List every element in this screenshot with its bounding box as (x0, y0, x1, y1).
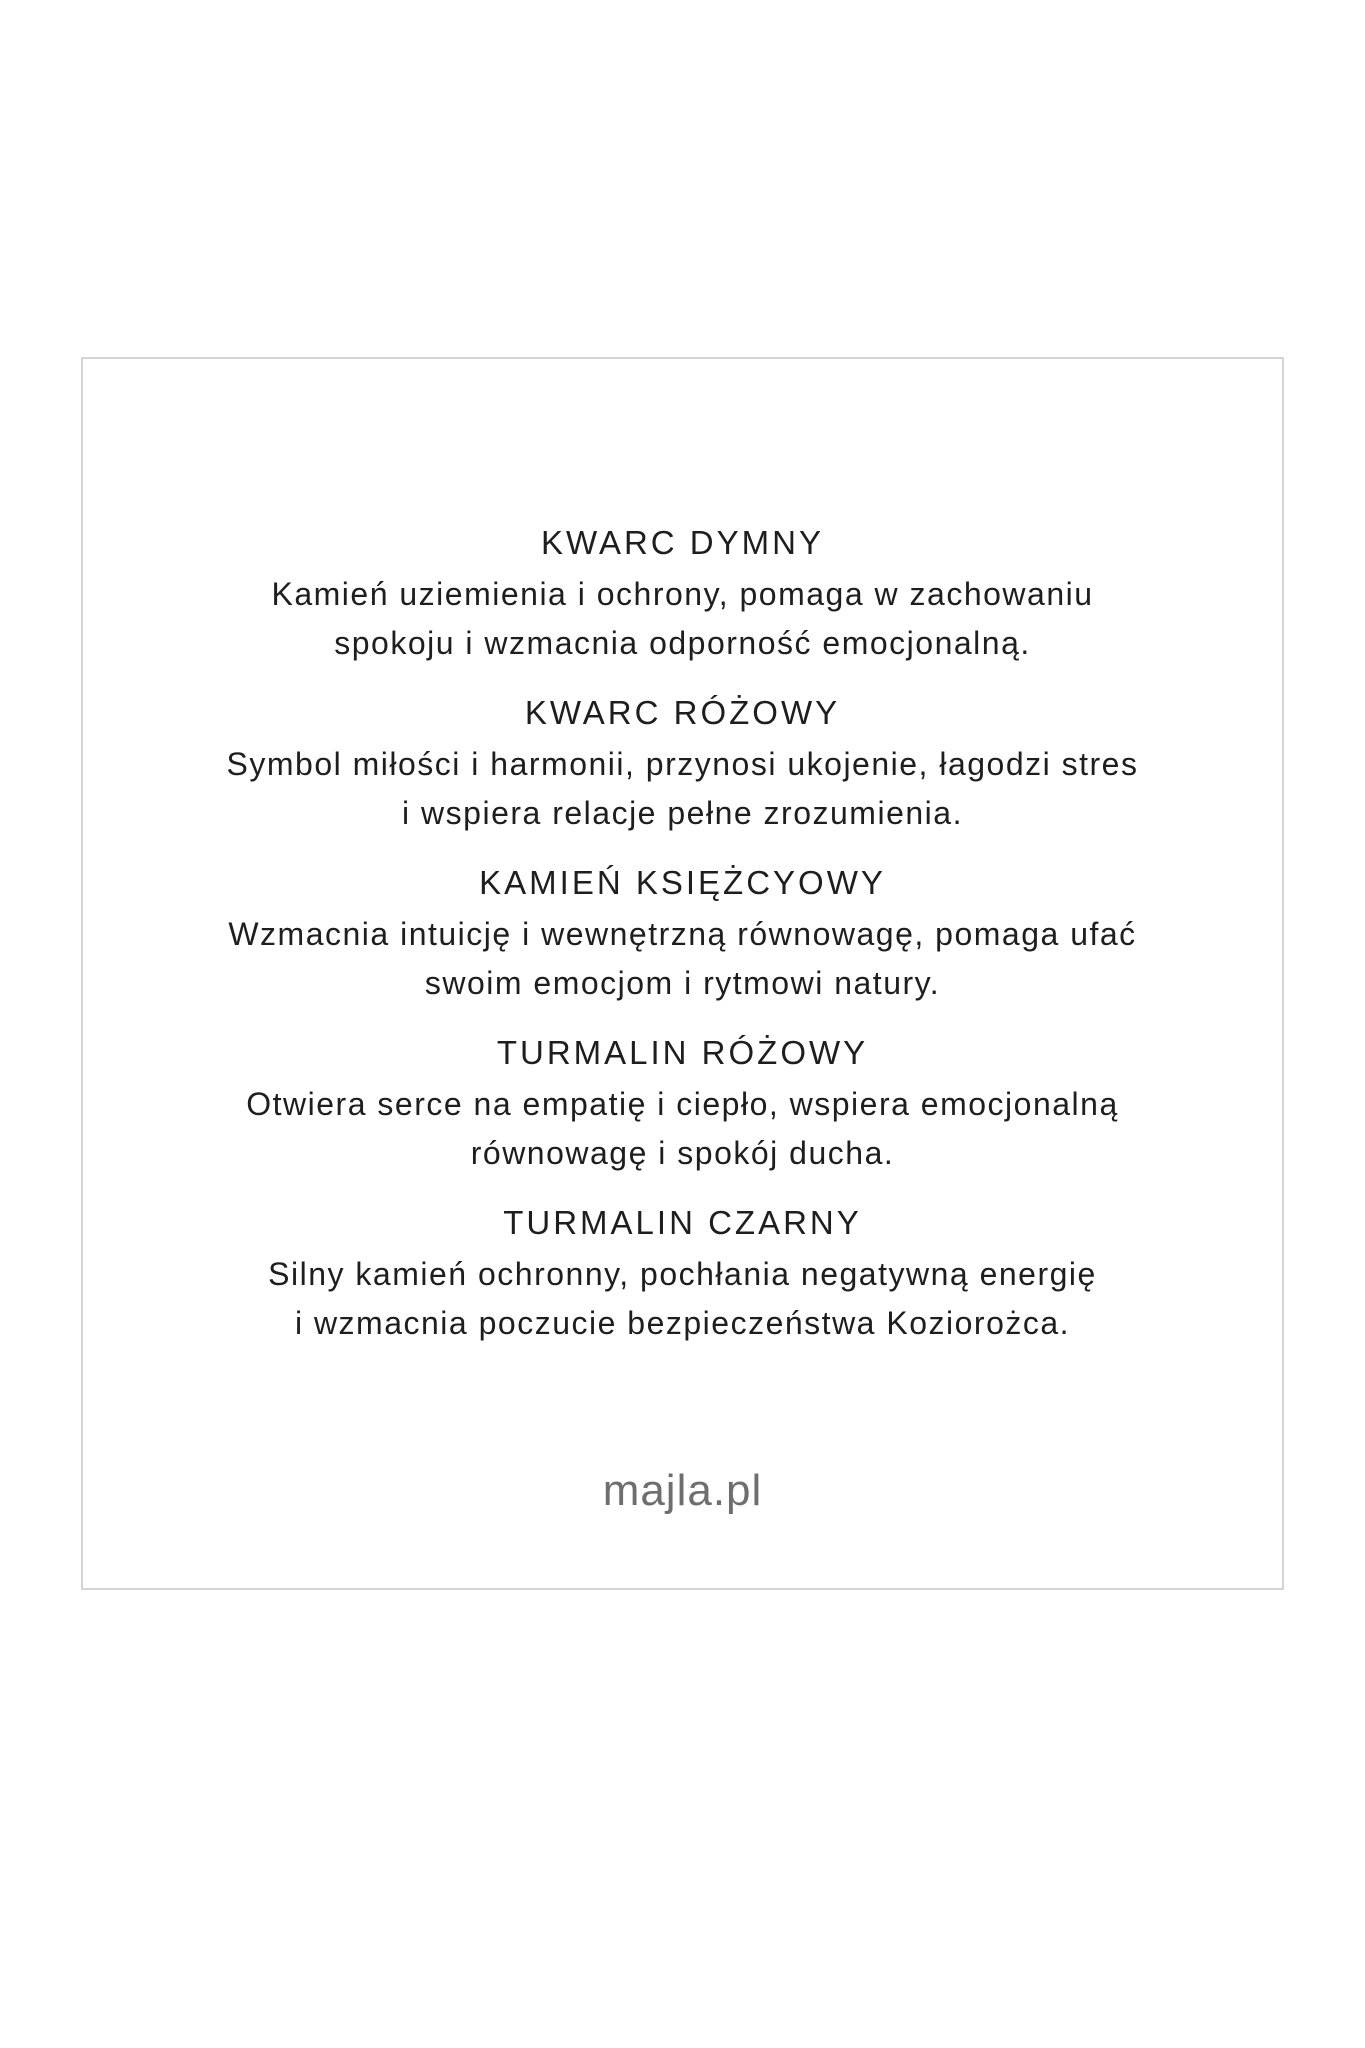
stone-description-line: Symbol miłości i harmonii, przynosi ukojenie, łagodzi stres (226, 746, 1139, 782)
stone-description-line: Otwiera serce na empatię i ciepło, wspiera emocjonalną (246, 1086, 1119, 1122)
stone-entry (83, 1031, 1282, 1178)
stone-description-line: i wzmacnia poczucie bezpieczeństwa Koziorożca. (294, 1305, 1071, 1341)
stone-name: KWARC RÓŻOWY (524, 694, 841, 731)
stone-description-line: równowagę i spokój ducha. (470, 1135, 895, 1171)
stone-description-line: Wzmacnia intuicję i wewnętrzną równowagę, pomaga ufać (228, 916, 1137, 952)
stone-description-line: Silny kamień ochronny, pochłania negatywną energię (268, 1256, 1097, 1292)
stone-entry (83, 861, 1282, 1008)
stone-entry (83, 521, 1282, 668)
stone-name: KAMIEŃ KSIĘŻCYOWY (479, 864, 886, 901)
stone-description-line: Kamień uziemienia i ochrony, pomaga w zachowaniu (271, 576, 1094, 612)
stone-entry (83, 691, 1282, 838)
stone-name: KWARC DYMNY (541, 524, 824, 561)
stone-name: TURMALIN CZARNY (503, 1204, 862, 1241)
stones-card (81, 357, 1284, 1590)
stone-description-line: i wspiera relacje pełne zrozumienia. (402, 795, 963, 831)
stone-description-line: spokoju i wzmacnia odporność emocjonalną. (334, 625, 1031, 661)
stone-entry (83, 1201, 1282, 1348)
stones-list (83, 521, 1282, 1348)
stone-name: TURMALIN RÓŻOWY (496, 1034, 869, 1071)
stone-description-line: swoim emocjom i rytmowi natury. (424, 965, 941, 1001)
brand-name: majla.pl (602, 1466, 763, 1515)
